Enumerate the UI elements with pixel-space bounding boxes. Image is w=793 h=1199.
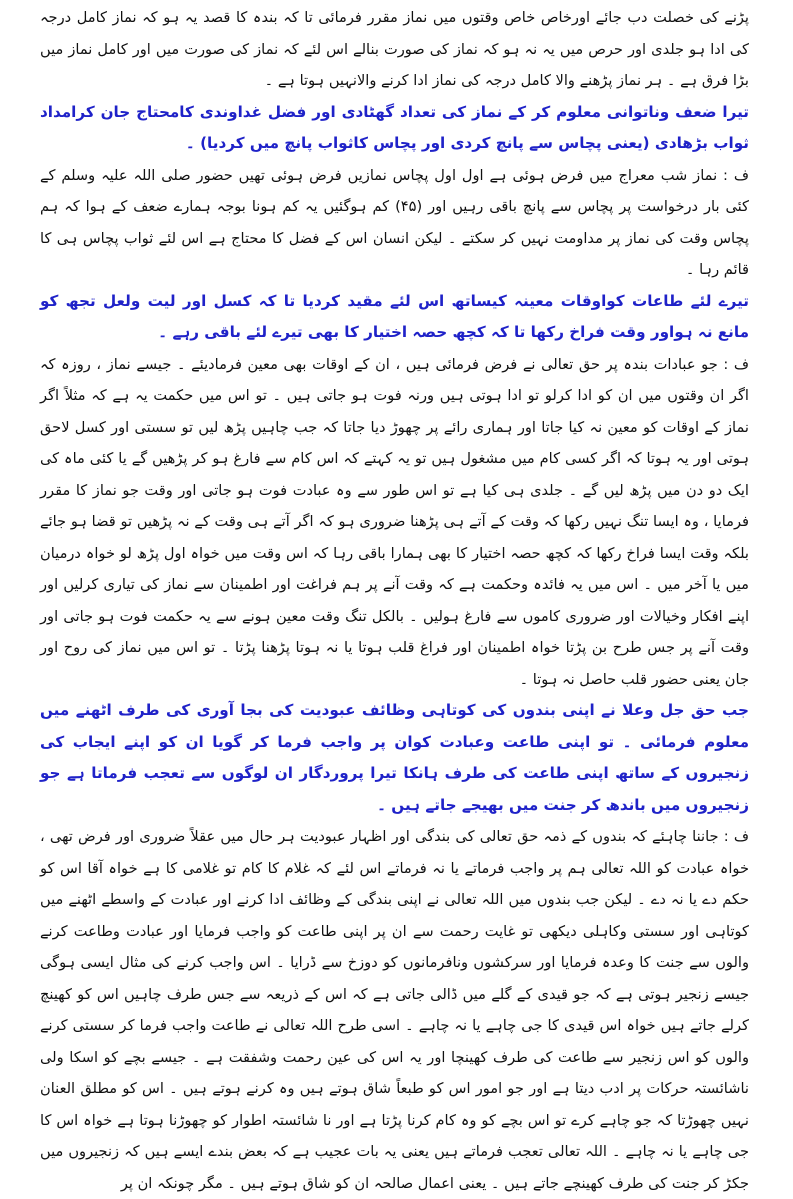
body-paragraph: پڑنے کی خصلت دب جائے اورخاص خاص وقتوں میں نماز مقرر فرمائی تا کہ بندہ کا قصد یہ ہو کہ نماز کامل درجہ کی ادا ہو جلدی اور حرص میں یہ نہ ہو کہ نماز کی صورت بنالے اس لئے کہ نماز کی صورت میں اور کامل نماز میں بڑا فرق ہے ۔ ہر نماز پڑھنے والا کامل درجہ کی نماز ادا کرنے والانہیں ہوتا ہے ۔ [40, 9, 749, 89]
body-paragraph: ف : جاننا چاہئے کہ بندوں کے ذمہ حق تعالی کی بندگی اور اظہار عبودیت ہر حال میں عقلاً ضروری اور فرض تھی ، خواہ عبادت کو اللہ تعالی ہم پر واجب فرماتے یا نہ فرماتے اس لئے کہ غلام کا کام تو غلامی کا ہے خواہ آقا اس کو حکم دے یا نہ دے ۔ لیکن جب بندوں میں اللہ تعالی نے اپنی بندگی کے وظائف ادا کرنے اور عبادت کے واسطے اٹھنے میں کوتاہی اور سستی وکاہلی دیکھی تو غایت رحمت سے ان پر اپنی طاعت کو واجب فرمایا اور عبادت وطاعت کرنے والوں سے جنت کا وعدہ فرمایا اور سرکشوں ونافرمانوں کو دوزخ سے ڈرایا ۔ اس واجب کرنے کی مثال ایسی ہوگی جیسے زنجیر ہوتی ہے کہ جو قیدی کے گلے میں ڈالی جاتی ہے کہ اس کے ذریعہ سے جس طرف چاہیں اس کو کھینچ کرلے جاتے ہیں خواہ اس قیدی کا جی چاہے یا نہ چاہے ۔ اسی طرح اللہ تعالی نے طاعت واجب فرما کر سستی کرنے والوں کو اس زنجیر سے طاعت کی طرف کھینچا اور یہ اس کی عین رحمت وشفقت ہے ۔ جیسے بچے کو اسکا ولی ناشائستہ حرکات پر ادب دیتا ہے اور جو امور اس کو طبعاً شاق ہوتے ہیں وہ کرنے ہوتے ہیں ۔ اس کو مطلق العنان نہیں چھوڑتا کہ جو چاہے کرے تو اس بچے کو وہ کام کرنا پڑتا ہے اور نا شائستہ اطوار کو چھوڑنا ہوتا ہے خواہ اس کا جی چاہے یا نہ چاہے ۔ اللہ تعالی تعجب فرماتے ہیں یعنی یہ بات عجیب ہے کہ بعض بندے ایسے ہیں کہ زنجیروں میں جکڑ کر جنت کی طرف کھینچے جاتے ہیں ۔ یعنی اعمال صالحہ ان کو شاق ہوتے ہیں ۔ مگر چونکہ ان پر [40, 828, 749, 1192]
highlighted-paragraph: جب حق جل وعلا نے اپنی بندوں کی کوتاہی وظائف عبودیت کی بجا آوری کی طرف اٹھنے میں معلوم فرمائی ۔ تو اپنی طاعت وعبادت کوان پر واجب فرما کر گویا ان کو اپنے ایجاب کی زنجیروں کے ساتھ اپنی طاعت کی طرف ہانکا تیرا پروردگار ان لوگوں سے تعجب فرماتا ہے جو زنجیروں میں باندھ کر جنت میں بھیجے جاتے ہیں ۔ [40, 701, 749, 814]
body-paragraph: ف : نماز شب معراج میں فرض ہوئی ہے اول اول پچاس نمازیں فرض ہوئی تھیں حضور صلی اللہ علیہ وسلم کے کئی بار درخواست پر پچاس سے پانچ باقی رہیں اور (۴۵) کم ہوگئیں یہ کم ہونا بوجہ ہمارے ضعف کے ہوا کہ ہم پچاس وقت کی نماز پر مداومت نہیں کر سکتے ۔ لیکن انسان اس کے فضل کا محتاج ہے اس لئے ثواب پچاس ہی کا قائم رہا ۔ [40, 166, 749, 278]
highlighted-paragraph: تیرا ضعف وناتوانی معلوم کر کے نماز کی تعداد گھٹادی اور فضل غداوندی کامحتاج جان کرامداد ثواب بڑھادی (یعنی پچاس سے پانچ کردی اور پچاس کاثواب پانچ میں کردیا) ۔ [40, 102, 749, 152]
highlighted-paragraph: تیرے لئے طاعات کواوقات معینہ کیساتھ اس لئے مقید کردیا تا کہ کسل اور لیت ولعل تجھ کو مانع نہ ہواور وقت فراخ رکھا تا کہ کچھ حصہ اختیار کا بھی تیرے لئے باقی رہے ۔ [40, 291, 749, 341]
body-paragraph: ف : جو عبادات بندہ پر حق تعالی نے فرض فرمائی ہیں ، ان کے اوقات بھی معین فرمادیئے ۔ جیسے نماز ، روزہ کہ اگر ان وقتوں میں ان کو ادا کرلو تو ادا ہوتی ہیں ورنہ فوت ہو جاتی ہیں ۔ تو اس میں حکمت یہ ہے کہ مثلاً اگر نماز کے اوقات کو معین نہ کیا جاتا اور ہماری رائے پر چھوڑ دیا جاتا کہ جب چاہیں پڑھ لیں تو سستی اور کسل لاحق ہوتی اور یہ ہوتا کہ اگر کسی کام میں مشغول ہیں تو یہ کہتے کہ اس کام سے فارغ ہو کر پڑھیں گے یا کئی ماہ کی ایک دو دن میں پڑھ لیں گے ۔ جلدی ہی کیا ہے تو اس طور سے وہ عبادت فوت ہو جاتی اور وقت جو نماز کا مقرر فرمایا ، وہ ایسا تنگ نہیں رکھا کہ وقت کے آتے ہی پڑھنا ضروری ہو کہ اگر آتے ہی وقت کے نہ پڑھیں تو قضا ہو جائے بلکہ وقت ایسا فراخ رکھا کہ کچھ حصہ اختیار کا بھی ہمارا باقی رہا کہ اس وقت میں خواہ اول پڑھ لو خواہ درمیان میں یا آخر میں ۔ اس میں یہ فائدہ وحکمت ہے کہ وقت آنے پر ہم فراغت اور اطمینان سے نماز کی تیاری کرلیں اور اپنے افکار وخیالات اور ضروری کاموں سے فارغ ہولیں ۔ بالکل تنگ وقت معین ہونے سے یہ حکمت فوت ہو جاتی اور وقت آنے پر جس طرح بن پڑتا خواہ اطمینان اور فراغ قلب ہوتا یا نہ ہوتا پڑھنا پڑتا ۔ تو اس میں نماز کی روح اور جان یعنی حضور قلب حاصل نہ ہوتا ۔ [40, 355, 749, 688]
